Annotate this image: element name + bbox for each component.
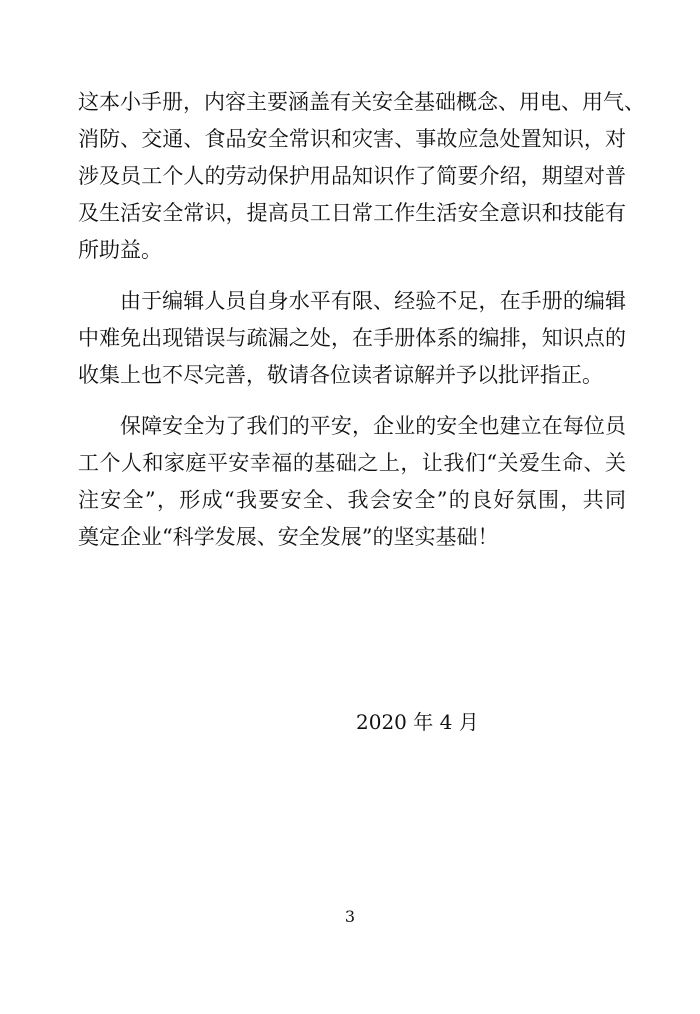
text-line: 消防、交通、食品安全常识和灾害、事故应急处置知识，对 [78,127,626,151]
page-number: 3 [344,907,356,926]
body-text [78,84,645,556]
text-line: 所助益。 [78,238,162,262]
text-line: 收集上也不尽完善，敬请各位读者谅解并予以批评指正。 [78,363,603,387]
text-line: 工个人和家庭平安幸福的基础之上，让我们“关爱生命、关 [78,451,626,475]
text-line: 由于编辑人员自身水平有限、经验不足，在手册的编辑 [120,289,626,313]
paragraph-3 [78,408,626,556]
paragraph-spacer [78,269,626,283]
text-line: 中难免出现错误与疏漏之处，在手册体系的编排，知识点的 [78,326,626,350]
text-line: 注安全”，形成“我要安全、我会安全”的良好氛围，共同 [78,488,626,512]
text-line: 这本小手册，内容主要涵盖有关安全基础概念、用电、用气、 [78,90,645,114]
text-line: 涉及员工个人的劳动保护用品知识作了简要介绍，期望对普 [78,164,626,188]
text-line: 及生活安全常识，提高员工日常工作生活安全意识和技能有 [78,201,626,225]
paragraph-1 [78,84,645,269]
paragraph-2 [78,283,626,394]
paragraph-spacer [78,394,626,408]
document-date: 2020 年 4 月 [356,710,479,734]
text-line: 保障安全为了我们的平安，企业的安全也建立在每位员 [120,414,626,438]
text-line: 奠定企业“科学发展、安全发展”的坚实基础！ [78,525,499,549]
